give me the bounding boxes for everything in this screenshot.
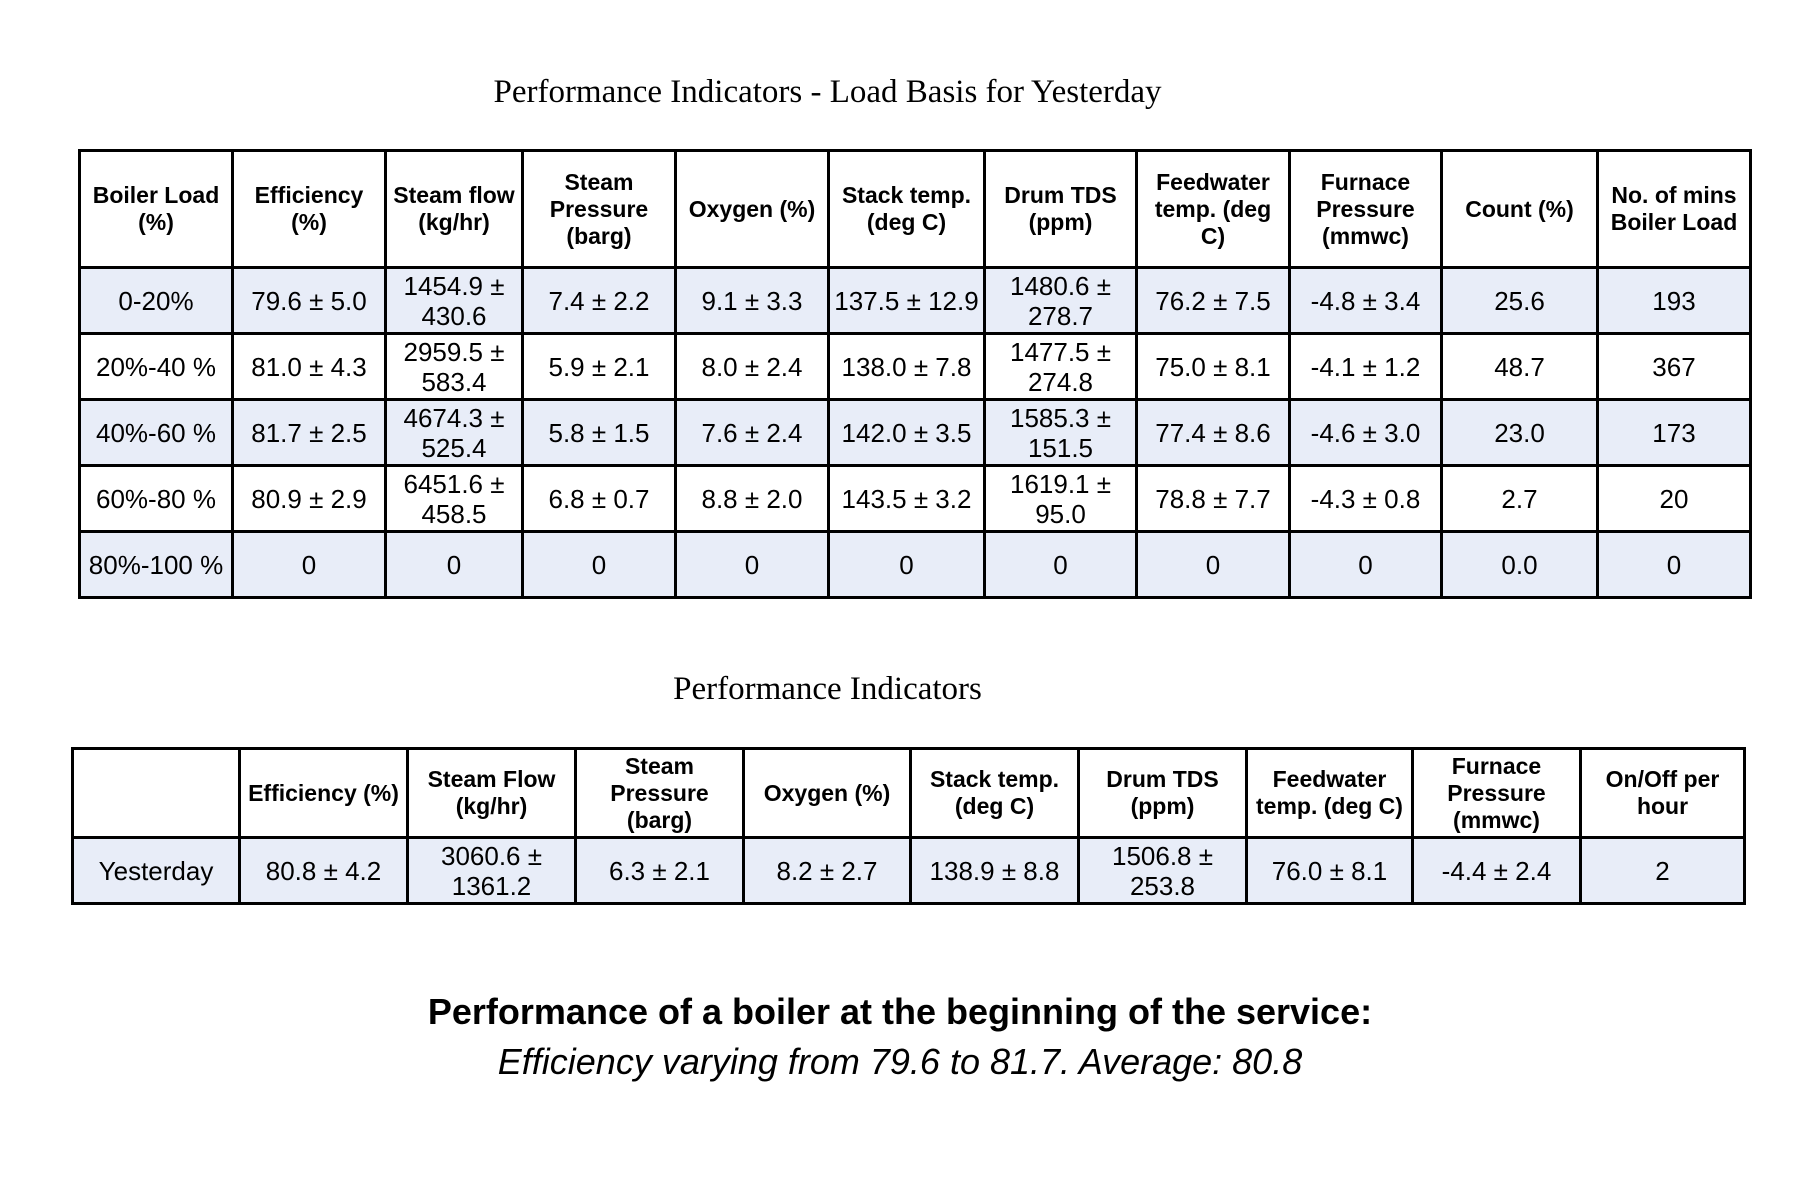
table-cell: 138.0 ± 7.8: [829, 334, 985, 400]
table-cell: 7.6 ± 2.4: [676, 400, 829, 466]
table-row: [80, 268, 1751, 334]
table-cell: 0-20%: [80, 268, 233, 334]
table-cell: 0: [233, 532, 386, 598]
table-cell: 8.8 ± 2.0: [676, 466, 829, 532]
header-stack-temp: Stack temp. (deg C): [829, 151, 985, 268]
table-cell: 4674.3 ± 525.4: [386, 400, 523, 466]
table-cell: 48.7: [1442, 334, 1598, 400]
table-cell: 6451.6 ± 458.5: [386, 466, 523, 532]
table-cell: 1585.3 ± 151.5: [985, 400, 1137, 466]
table-row: [73, 838, 1745, 904]
table-header-row: [73, 749, 1745, 838]
header-steam-flow: Steam flow (kg/hr): [386, 151, 523, 268]
table-cell: 76.0 ± 8.1: [1247, 838, 1413, 904]
table-cell: 2959.5 ± 583.4: [386, 334, 523, 400]
table-cell: -4.4 ± 2.4: [1413, 838, 1581, 904]
table-cell: 79.6 ± 5.0: [233, 268, 386, 334]
table-cell: 137.5 ± 12.9: [829, 268, 985, 334]
summary-table: [71, 747, 1746, 905]
table-cell: 1454.9 ± 430.6: [386, 268, 523, 334]
table-cell: 0: [523, 532, 676, 598]
table-cell: 8.0 ± 2.4: [676, 334, 829, 400]
table-cell: 81.7 ± 2.5: [233, 400, 386, 466]
table-cell: 173: [1598, 400, 1751, 466]
table-cell: 77.4 ± 8.6: [1137, 400, 1290, 466]
table-cell: 0.0: [1442, 532, 1598, 598]
header-boiler-load: Boiler Load (%): [80, 151, 233, 268]
header-steam-pressure: Steam Pressure (barg): [576, 749, 744, 838]
header-furnace-pressure: Furnace Pressure (mmwc): [1413, 749, 1581, 838]
table-cell: 2.7: [1442, 466, 1598, 532]
table-cell: 2: [1581, 838, 1745, 904]
table-row: [80, 400, 1751, 466]
table-cell: 0: [386, 532, 523, 598]
table-cell: 80.8 ± 4.2: [240, 838, 408, 904]
table-cell: 40%-60 %: [80, 400, 233, 466]
table-cell: 1477.5 ± 274.8: [985, 334, 1137, 400]
header-period: [73, 749, 240, 838]
table-cell: 367: [1598, 334, 1751, 400]
header-steam-pressure: Steam Pressure (barg): [523, 151, 676, 268]
table-cell: 142.0 ± 3.5: [829, 400, 985, 466]
table-cell: 25.6: [1442, 268, 1598, 334]
table-cell: 0: [1290, 532, 1442, 598]
table-cell: 5.9 ± 2.1: [523, 334, 676, 400]
load-basis-table: [78, 149, 1752, 599]
load-table-title: Performance Indicators - Load Basis for Yesterday: [493, 74, 1162, 110]
table-cell: 1619.1 ± 95.0: [985, 466, 1137, 532]
header-furnace-pressure: Furnace Pressure (mmwc): [1290, 151, 1442, 268]
header-count: Count (%): [1442, 151, 1598, 268]
table-cell: 7.4 ± 2.2: [523, 268, 676, 334]
header-oxygen: Oxygen (%): [676, 151, 829, 268]
table-cell: -4.1 ± 1.2: [1290, 334, 1442, 400]
caption-heading: Performance of a boiler at the beginning of the service:: [427, 991, 1373, 1032]
table-cell: 0: [1137, 532, 1290, 598]
table-cell: 81.0 ± 4.3: [233, 334, 386, 400]
header-feedwater-temp: Feedwater temp. (deg C): [1137, 151, 1290, 268]
table-cell: 80%-100 %: [80, 532, 233, 598]
caption-subtext: Efficiency varying from 79.6 to 81.7. Average: 80.8: [497, 1041, 1303, 1082]
table-cell: 20%-40 %: [80, 334, 233, 400]
table-cell: 9.1 ± 3.3: [676, 268, 829, 334]
table-cell: -4.6 ± 3.0: [1290, 400, 1442, 466]
table-cell: -4.3 ± 0.8: [1290, 466, 1442, 532]
table-cell: 5.8 ± 1.5: [523, 400, 676, 466]
table-row: [80, 466, 1751, 532]
table-cell: 0: [985, 532, 1137, 598]
table-cell: -4.8 ± 3.4: [1290, 268, 1442, 334]
summary-table-title: Performance Indicators: [673, 671, 982, 707]
table-cell: Yesterday: [73, 838, 240, 904]
table-cell: 0: [676, 532, 829, 598]
table-cell: 0: [829, 532, 985, 598]
header-efficiency: Efficiency (%): [240, 749, 408, 838]
header-stack-temp: Stack temp. (deg C): [911, 749, 1079, 838]
table-cell: 23.0: [1442, 400, 1598, 466]
table-header-row: [80, 151, 1751, 268]
table-cell: 8.2 ± 2.7: [744, 838, 911, 904]
table-cell: 20: [1598, 466, 1751, 532]
header-drum-tds: Drum TDS (ppm): [1079, 749, 1247, 838]
table-cell: 80.9 ± 2.9: [233, 466, 386, 532]
header-feedwater-temp: Feedwater temp. (deg C): [1247, 749, 1413, 838]
table-cell: 1506.8 ± 253.8: [1079, 838, 1247, 904]
table-row: [80, 334, 1751, 400]
table-cell: 138.9 ± 8.8: [911, 838, 1079, 904]
table-cell: 1480.6 ± 278.7: [985, 268, 1137, 334]
table-cell: 143.5 ± 3.2: [829, 466, 985, 532]
table-cell: 3060.6 ± 1361.2: [408, 838, 576, 904]
table-cell: 6.3 ± 2.1: [576, 838, 744, 904]
header-on-off-per-hour: On/Off per hour: [1581, 749, 1745, 838]
table-cell: 0: [1598, 532, 1751, 598]
table-cell: 76.2 ± 7.5: [1137, 268, 1290, 334]
table-cell: 193: [1598, 268, 1751, 334]
table-cell: 60%-80 %: [80, 466, 233, 532]
header-mins-boiler-load: No. of mins Boiler Load: [1598, 151, 1751, 268]
table-cell: 6.8 ± 0.7: [523, 466, 676, 532]
header-drum-tds: Drum TDS (ppm): [985, 151, 1137, 268]
table-row: [80, 532, 1751, 598]
header-oxygen: Oxygen (%): [744, 749, 911, 838]
header-efficiency: Efficiency (%): [233, 151, 386, 268]
header-steam-flow: Steam Flow (kg/hr): [408, 749, 576, 838]
table-cell: 78.8 ± 7.7: [1137, 466, 1290, 532]
table-cell: 75.0 ± 8.1: [1137, 334, 1290, 400]
